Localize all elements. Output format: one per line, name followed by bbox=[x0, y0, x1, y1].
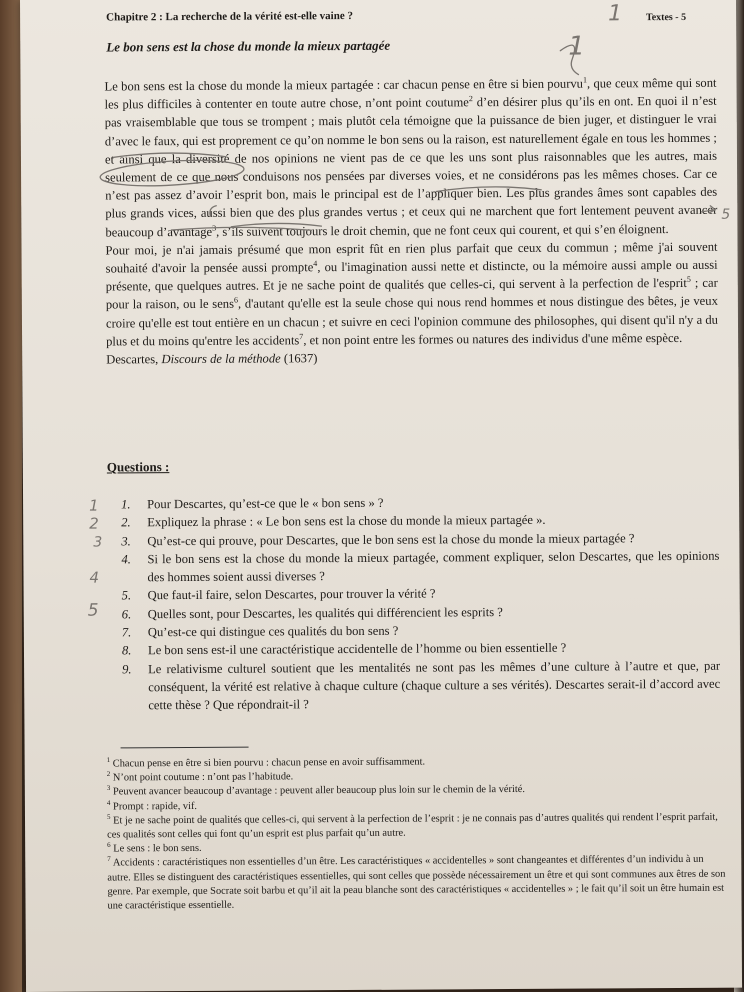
questions-list bbox=[107, 492, 720, 715]
footnote: $^4$ Prompt : rapide, vif. bbox=[106, 798, 198, 813]
footnote: $^1$ Chacun pense en être si bien pourvu : chacun pense en avoir suffisamment. bbox=[106, 755, 426, 770]
hook-annotation bbox=[560, 45, 578, 75]
footnote-ref: 5 bbox=[686, 274, 691, 284]
question-item: 6. Quelles sont, pour Descartes, les qualités qui différencient les esprits ? bbox=[121, 604, 503, 622]
footnote: $^5$ Et je ne sache point de qualités que celles-ci, qui servent à la perfection de l’esprit : je ne connais pas d’autres qualités qui rendent l’esprit parfait, ces qualités sont celles qui font qu’un esprit est plus parfait qu’un autre. bbox=[106, 811, 718, 841]
footnote-ref: 2 bbox=[468, 94, 473, 104]
question-item: 1. Pour Descartes, qu’est-ce que le « bon sens » ? bbox=[121, 495, 384, 512]
question-item: 3. Qu’est-ce qui prouve, pour Descartes, que le bon sens est la chose du monde la mieux partagée ? bbox=[121, 530, 635, 548]
paragraph-1: Le bon sens est la chose du monde la mieux partagée : car chacun pense en être si bien pourvu$^1$, que ceux même qui sont les plus difficiles à contenter en toute autre chose, n’ont point coutume$^2$ d’en désirer plus qu’ils en ont. En quoi il n’est pas vraisemblable que tous se trompent ; mais plutôt cela témoigne que la puissance de bien juger, et distinguer le vrai d’avec le faux, qui est proprement ce qu’on nomme le bon sens ou la raison, est naturellement égale en tous les hommes ; et ainsi que la diversité de nos opinions ne vient pas de ce que les uns sont plus raisonnables que les autres, mais seulement de ce que nous conduisons nos pensées par diverses voies, et ne considérons pas les mêmes choses. Car ce n’est pas assez d’avoir l’esprit bon, mais le principal est de l’appliquer bien. Les plus grandes âmes sont capables des plus grands vices, aussi bien que des plus grandes vertus ; et ceux qui ne marchent que fort lentement peuvent avancer beaucoup d’avantage$^3$, s’ils suivent toujours le droit chemin, que ne font ceux qui courent, et qui s’en éloignent. bbox=[104, 75, 718, 240]
paragraph-2: Pour moi, je n'ai jamais présumé que mon esprit fût en rien plus parfait que ceux du commun ; même j'ai souvent souhaité d'avoir la pensée aussi prompte$^4$, ou l'imagination aussi nette et distincte, ou la mémoire aussi ample ou aussi présente, que quelques autres. Et je ne sache point de qualités que celles-ci, qui servent à la perfection de l'esprit$^5$ ; car pour la raison, ou le sens$^6$, d'autant qu'elle est la seule chose qui nous rend hommes et nous distingue des bêtes, je veux croire qu'elle est tout entière en un chacun ; et suivre en ceci l'opinion commune des philosophes, qui disent qu'il n'y a du plus et du moins qu'entre les accidents$^7$, et non point entre les formes ou natures des individus d'une même espèce. bbox=[105, 239, 719, 349]
question-item: 4. Si le bon sens est la chose du monde la mieux partagée, comment expliquer, selon Descartes, que les opinions des hommes soient aussi diverses ? bbox=[121, 548, 720, 585]
footnote-ref: 1 bbox=[582, 75, 587, 85]
handwritten-question-mark: 2 bbox=[89, 514, 99, 533]
background-table-left bbox=[0, 0, 22, 992]
handwritten-mark: 1 bbox=[568, 31, 585, 62]
footnote: $^6$ Le sens : le bon sens. bbox=[107, 841, 202, 855]
section-label: Textes - 5 bbox=[645, 11, 687, 24]
question-item: 2. Expliquez la phrase : « Le bon sens est la chose du monde la mieux partagée ». bbox=[121, 513, 546, 530]
question-item: 5. Que faut-il faire, selon Descartes, pour trouver la vérité ? bbox=[121, 586, 436, 603]
work-title: Discours de la méthode bbox=[161, 351, 281, 367]
footnote-ref: 3 bbox=[212, 223, 217, 233]
citation: Descartes, Discours de la méthode (1637) bbox=[106, 351, 318, 367]
footnote-ref: 4 bbox=[313, 259, 318, 269]
footnote-ref: 7 bbox=[299, 331, 304, 341]
main-text bbox=[104, 74, 718, 369]
document-title: Le bon sens est la chose du monde la mieux partagée bbox=[106, 37, 391, 55]
footnote: $^7$ Accidents : caractéristiques non essentielles d’un être. Les caractéristiques « accidentelles » sont changeantes et différentes d’un individu à un autre. Elles se distinguent des caractéristiques essentielles, qui sont celles que possède nécessairement un être et qui sont communes aux êtres de son genre. Par exemple, que Socrate soit barbu et qu’il ait la peau blanche sont des caractéristiques « accidentelles » ; le fait qu’il soit un être humain est une caractéristique essentielle. bbox=[107, 854, 726, 912]
handwritten-mark: 5 bbox=[721, 206, 731, 223]
page-header bbox=[106, 8, 706, 24]
handwritten-question-mark: 3 bbox=[93, 534, 103, 551]
question-item: 8. Le bon sens est-il une caractéristique accidentelle de l’homme ou bien essentielle ? bbox=[121, 641, 567, 658]
handwritten-question-mark: 1 bbox=[89, 496, 99, 515]
footnotes bbox=[107, 754, 730, 914]
chapter-title: Chapitre 2 : La recherche de la vérité est-elle vaine ? bbox=[106, 9, 353, 24]
handwritten-question-mark: 5 bbox=[87, 600, 99, 621]
handwritten-mark: 1 bbox=[608, 1, 623, 27]
footnote-ref: 6 bbox=[233, 295, 238, 305]
questions-heading: Questions : bbox=[106, 459, 170, 475]
question-item: 7. Qu’est-ce qui distingue ces qualités du bon sens ? bbox=[121, 623, 399, 640]
footnote-divider bbox=[121, 747, 249, 749]
question-item: 9. Le relativisme culturel soutient que les mentalités ne sont pas les mêmes d’une culture à l’autre et que, par conséquent, la vérité est relative à chaque culture (chaque culture a ses vérités). Descartes serait-il d’accord avec cette thèse ? Que répondrait-il ? bbox=[122, 658, 721, 713]
footnote: $^3$ Peuvent avancer beaucoup d’avantage : peuvent aller beaucoup plus loin sur le chemin de la vérité. bbox=[106, 784, 525, 798]
footnote: $^2$ N’ont point coutume : n’ont pas l’habitude. bbox=[106, 770, 294, 784]
handwritten-question-mark: 4 bbox=[89, 568, 100, 587]
document-page bbox=[20, 0, 742, 992]
